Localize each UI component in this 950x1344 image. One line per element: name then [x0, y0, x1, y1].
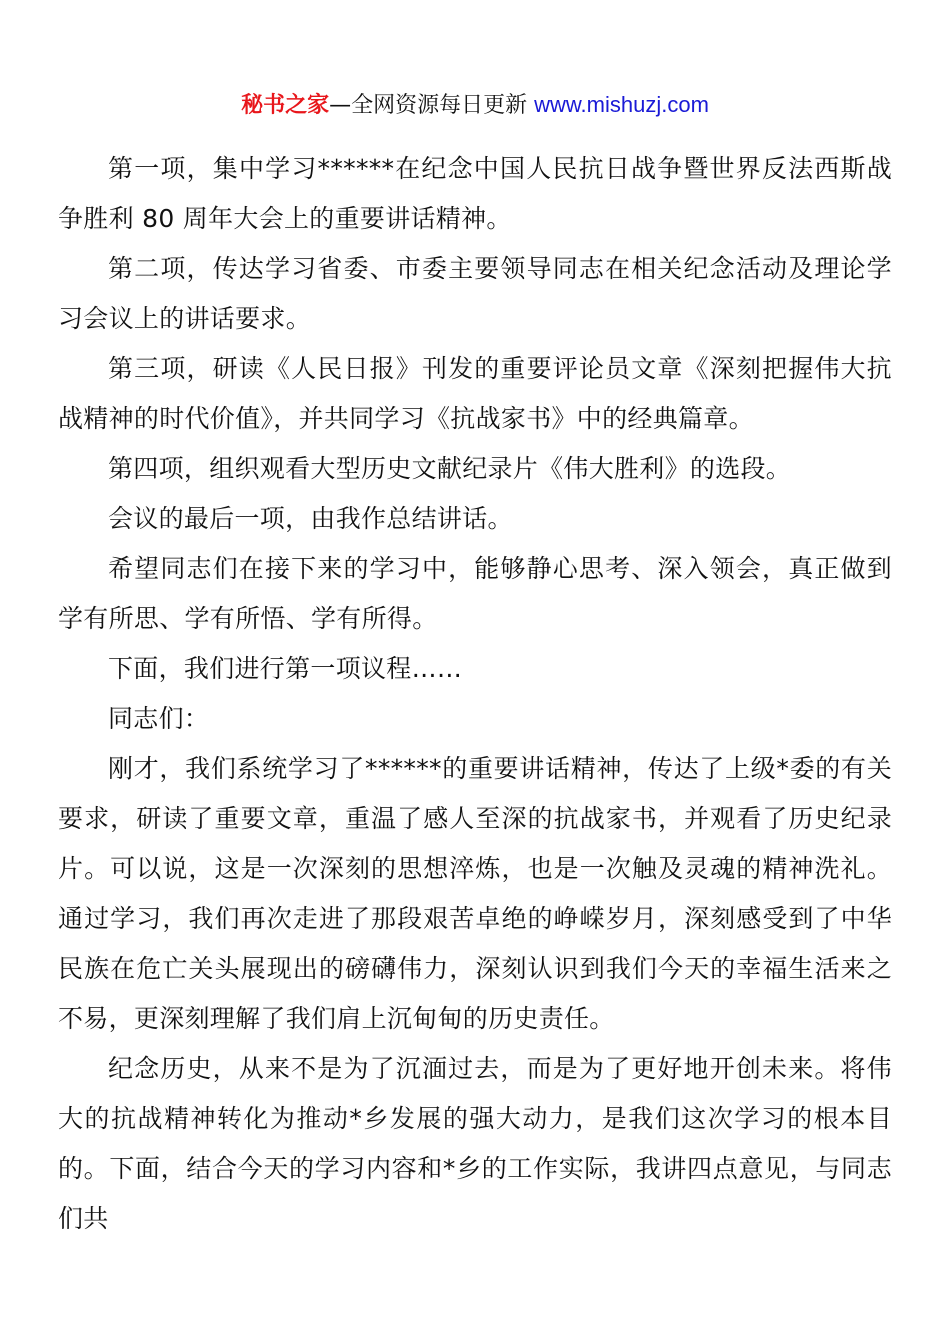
- paragraph-item-4: 第四项，组织观看大型历史文献纪录片《伟大胜利》的选段。: [108, 454, 792, 483]
- paragraph-item-2: 第二项，传达学习省委、市委主要领导同志在相关纪念活动及理论学习会议上的讲话要求。: [58, 254, 892, 333]
- page-header: [0, 88, 950, 123]
- brand-name: 秘书之家: [241, 93, 330, 118]
- document-body: [58, 144, 892, 1244]
- paragraph-item-1: 第一项，集中学习******在纪念中国人民抗日战争暨世界反法西斯战争胜利 80 周年大会上的重要讲话精神。: [58, 154, 892, 233]
- paragraph-item-7: 下面，我们进行第一项议程……: [108, 654, 463, 683]
- website-link[interactable]: www.mishuzj.com: [534, 92, 709, 117]
- paragraph-item-3: 第三项，研读《人民日报》刊发的重要评论员文章《深刻把握伟大抗战精神的时代价值》，并共同学习《抗战家书》中的经典篇章。: [58, 354, 892, 433]
- salutation: 同志们：: [108, 704, 210, 733]
- paragraph-item-6: 希望同志们在接下来的学习中，能够静心思考、深入领会，真正做到学有所思、学有所悟、学有所得。: [58, 554, 892, 633]
- paragraph-item-5: 会议的最后一项，由我作总结讲话。: [108, 504, 513, 533]
- paragraph-item-9: 刚才，我们系统学习了******的重要讲话精神，传达了上级*委的有关要求，研读了重要文章，重温了感人至深的抗战家书，并观看了历史纪录片。可以说，这是一次深刻的思想淬炼，也是一次触及灵魂的精神洗礼。通过学习，我们再次走进了那段艰苦卓绝的峥嵘岁月，深刻感受到了中华民族在危亡关头展现出的磅礴伟力，深刻认识到我们今天的幸福生活来之不易，更深刻理解了我们肩上沉甸甸的历史责任。: [58, 754, 892, 1033]
- header-tagline: —全网资源每日更新: [329, 93, 528, 118]
- paragraph-item-10: 纪念历史，从来不是为了沉湎过去，而是为了更好地开创未来。将伟大的抗战精神转化为推动*乡发展的强大动力，是我们这次学习的根本目的。下面，结合今天的学习内容和*乡的工作实际，我讲四点意见，与同志们共: [58, 1054, 892, 1233]
